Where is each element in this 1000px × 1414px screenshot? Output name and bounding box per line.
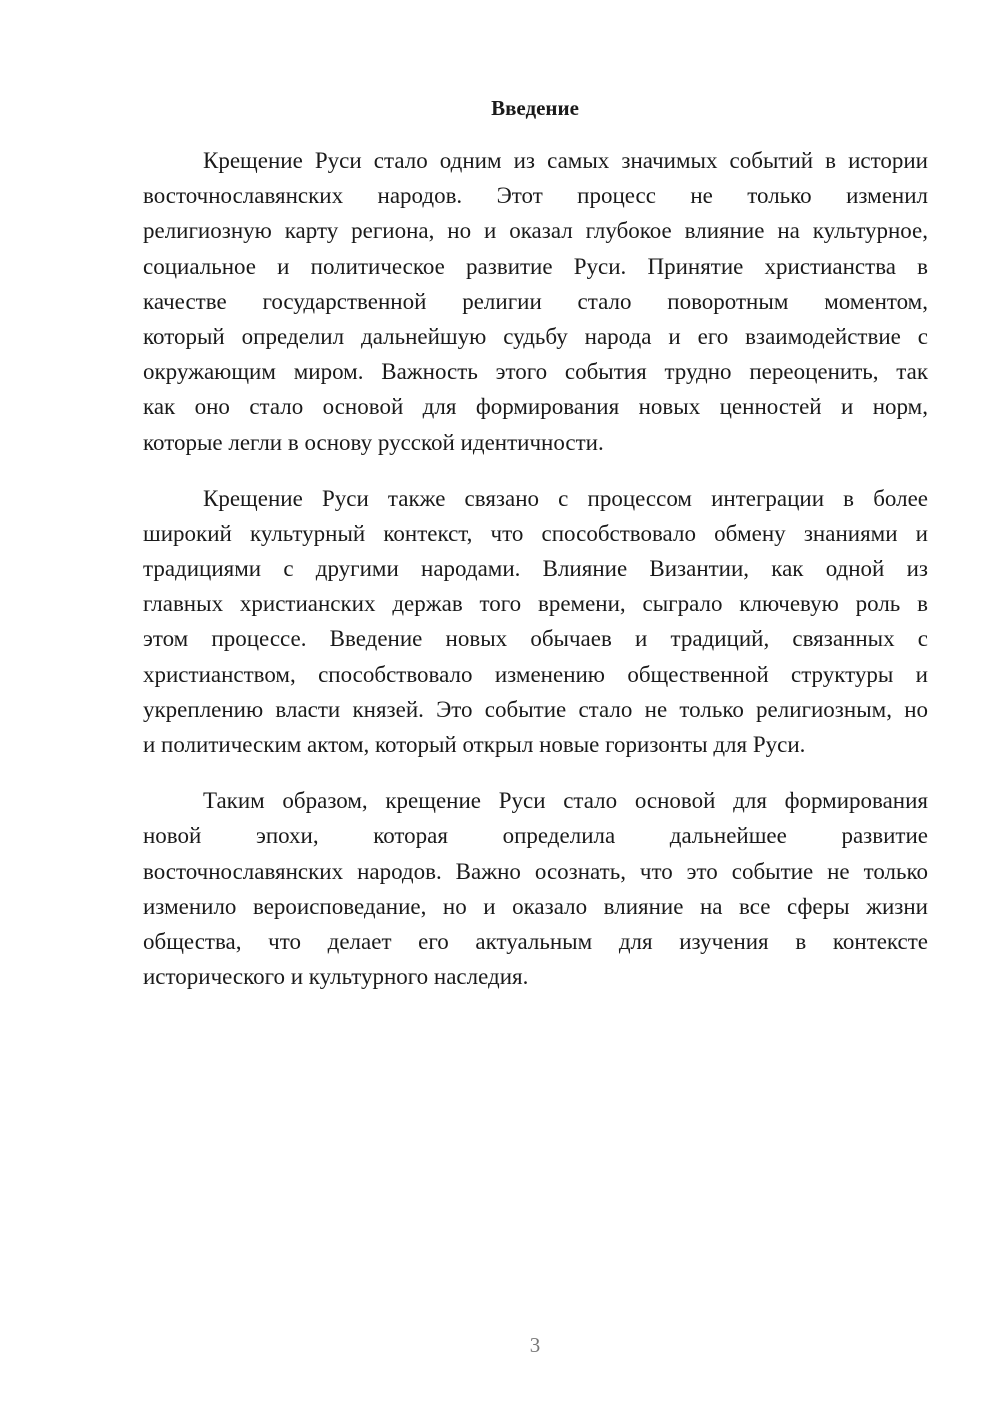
text-line: социальное и политическое развитие Руси. Принятие христианства в <box>143 253 928 279</box>
text-line: этом процессе. Введение новых обычаев и традиций, связанных с <box>143 626 928 652</box>
text-line: изменило вероисповедание, но и оказало влияние на все сферы жизни <box>143 893 928 919</box>
text-line: укреплению власти князей. Это событие стало не только религиозным, но <box>143 696 928 722</box>
text-line: восточнославянских народов. Этот процесс не только изменил <box>143 183 928 209</box>
text-line: исторического и культурного наследия. <box>143 964 529 990</box>
section-title: Введение <box>491 96 579 120</box>
paragraph <box>143 783 928 994</box>
text-line: главных христианских держав того времени, сыграло ключевую роль в <box>143 591 928 617</box>
text-line: широкий культурный контекст, что способствовало обмену знаниями и <box>143 520 928 546</box>
text-line: качестве государственной религии стало поворотным моментом, <box>143 288 928 314</box>
text-line: который определил дальнейшую судьбу народа и его взаимодействие с <box>143 323 928 349</box>
text-line: Таким образом, крещение Руси стало основой для формирования <box>203 788 928 814</box>
text-line: традициями с другими народами. Влияние Византии, как одной из <box>143 556 928 582</box>
text-line: Крещение Руси также связано с процессом интеграции в более <box>203 485 928 511</box>
text-line: как оно стало основой для формирования новых ценностей и норм, <box>143 394 928 420</box>
paragraph <box>143 143 928 460</box>
document-body <box>143 143 928 1015</box>
text-line: новой эпохи, которая определила дальнейшее развитие <box>143 823 928 849</box>
text-line: и политическим актом, который открыл новые горизонты для Руси. <box>143 732 806 757</box>
text-line: окружающим миром. Важность этого события трудно переоценить, так <box>143 359 928 385</box>
text-line: религиозную карту региона, но и оказал глубокое влияние на культурное, <box>143 218 928 244</box>
page-number: 3 <box>529 1333 541 1357</box>
text-line: христианством, способствовало изменению общественной структуры и <box>143 661 928 687</box>
text-line: Крещение Руси стало одним из самых значимых событий в истории <box>203 148 928 173</box>
text-line: общества, что делает его актуальным для изучения в контексте <box>143 928 928 954</box>
text-line: которые легли в основу русской идентичности. <box>143 429 604 455</box>
text-line: восточнославянских народов. Важно осознать, что это событие не только <box>143 858 928 884</box>
paragraph <box>143 481 928 763</box>
